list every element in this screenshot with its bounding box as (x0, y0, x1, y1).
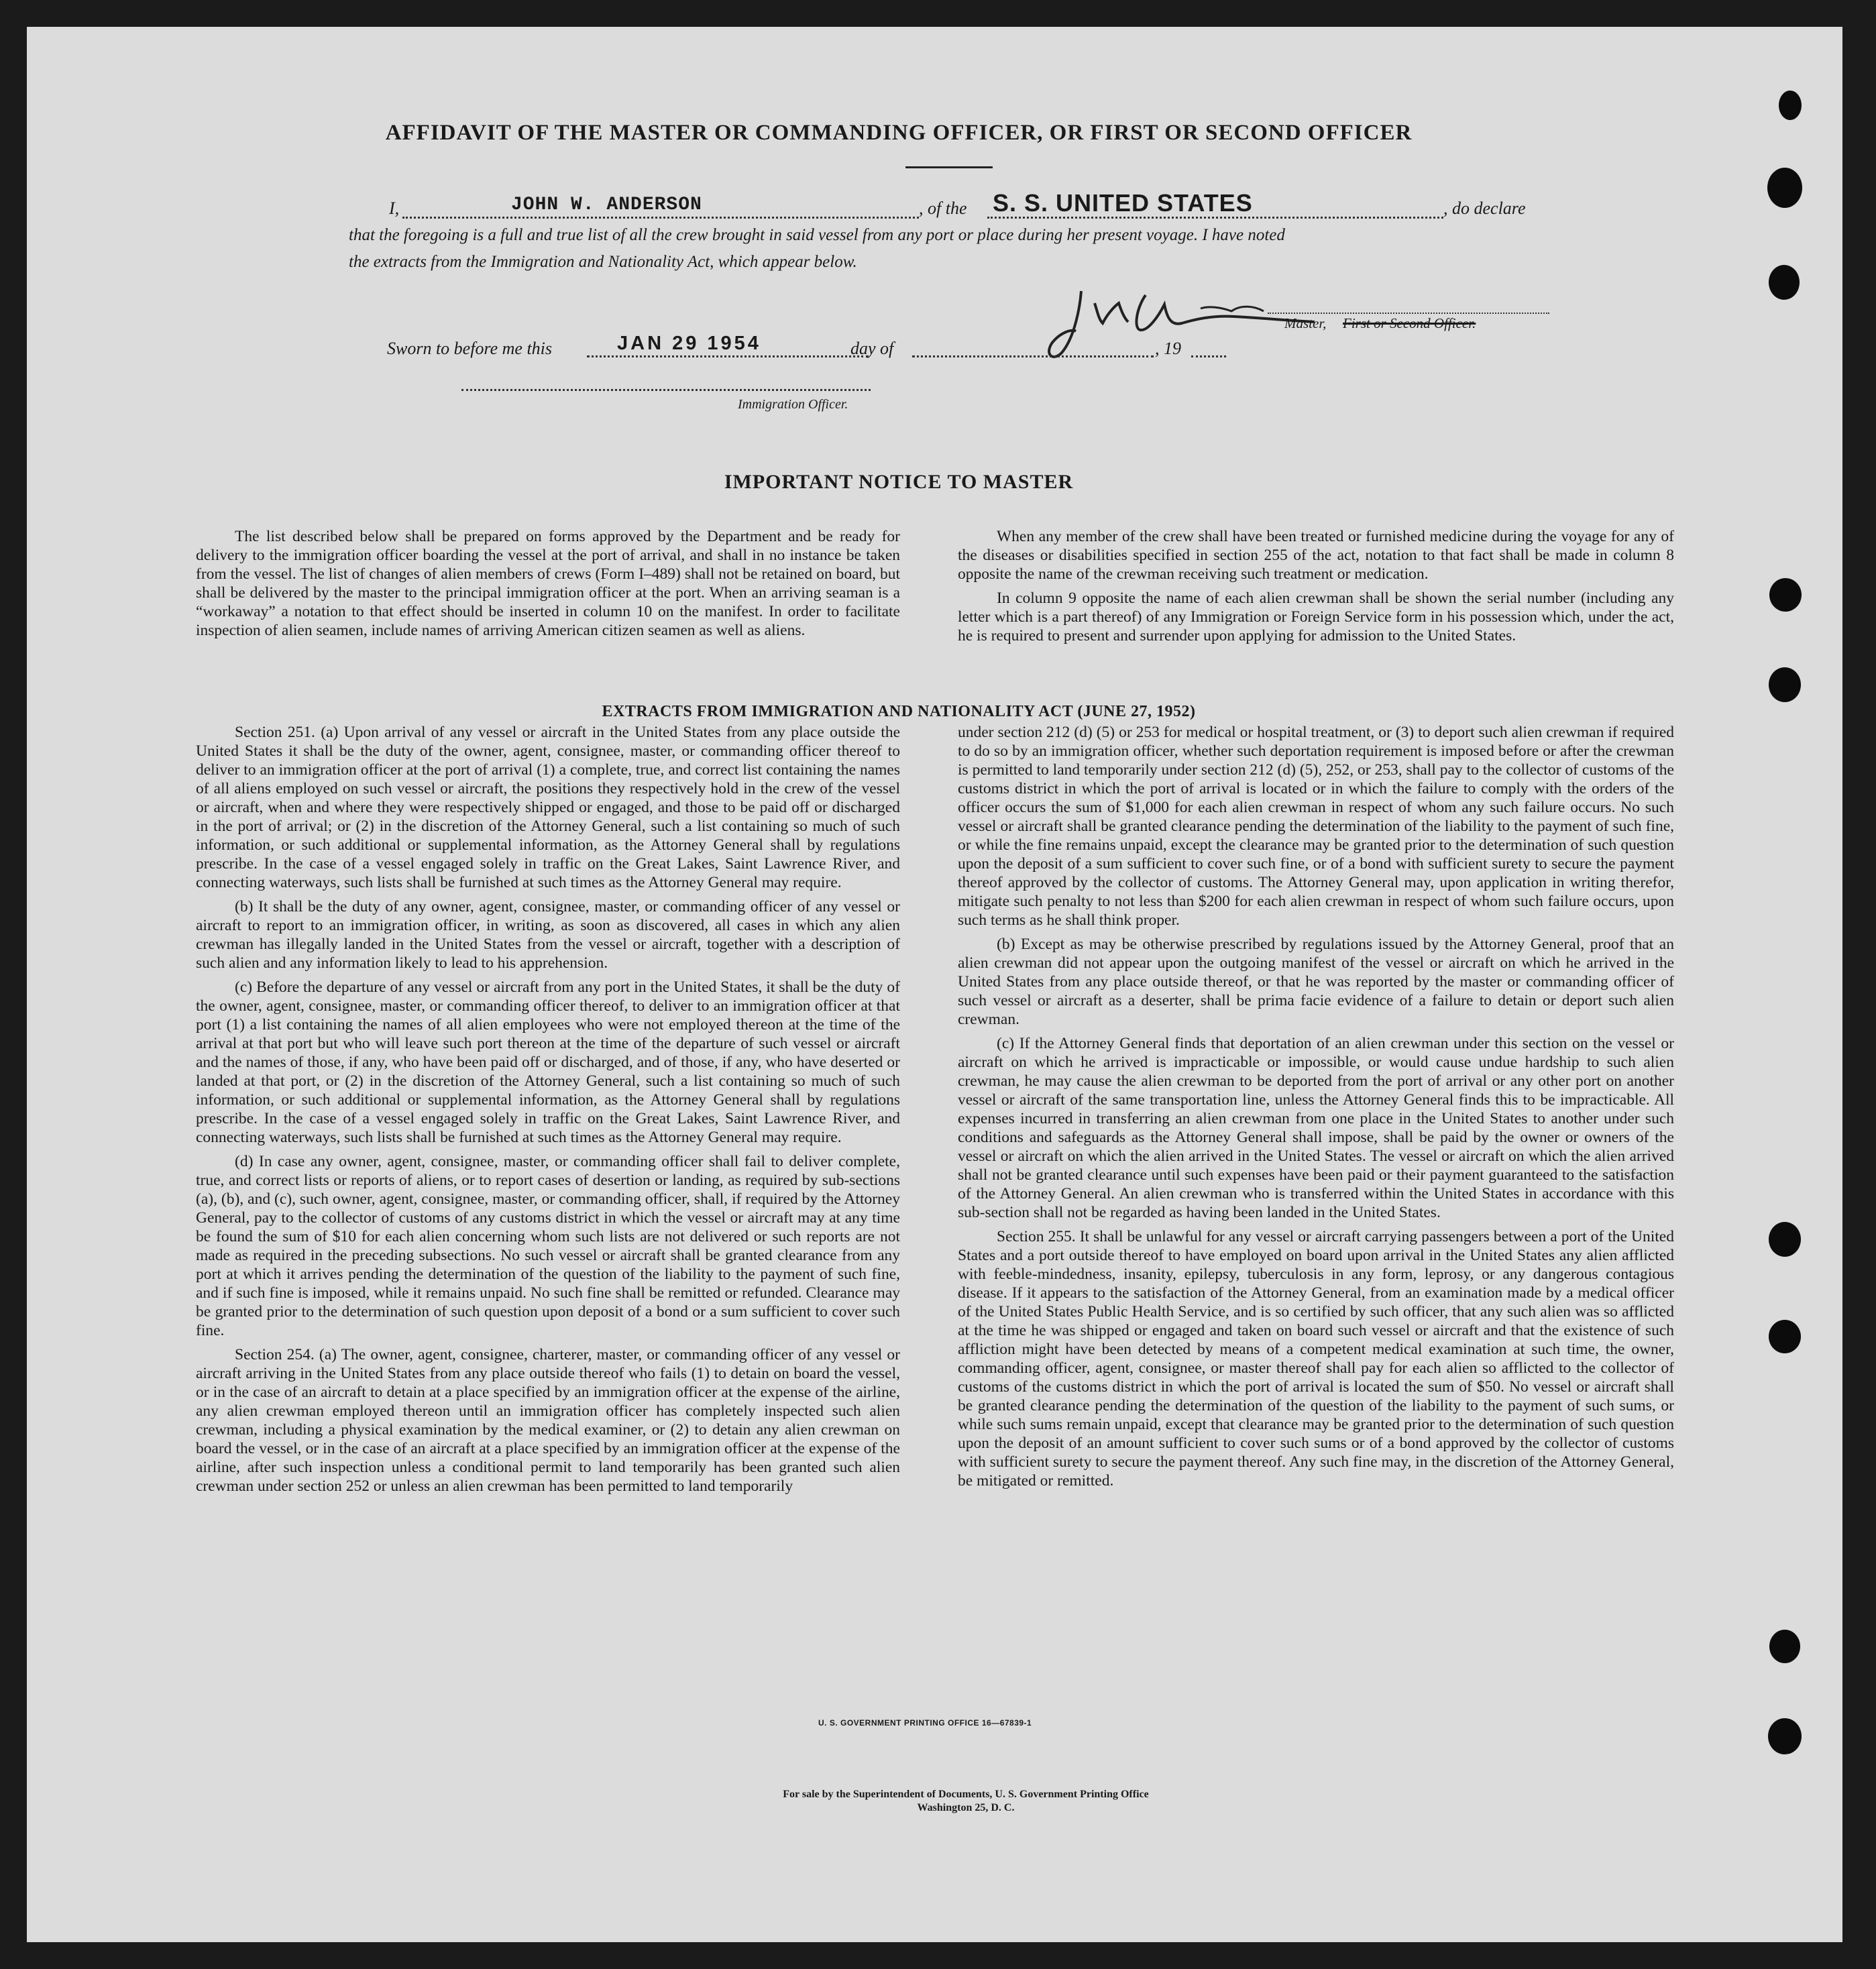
section-paragraph: (b) Except as may be otherwise prescribed by regulations issued by the Attorney General, proof that an alien crewman did not appear upon the outgoing manifest of the vessel or aircraft on which he arrived in the United States from any place outside thereof, or that he was reported by the master or commanding officer of such vessel or aircraft as a deserter, shall be prima facie evidence of a failure to detain or deport such alien crewman. (958, 936, 1674, 1028)
notice-right-column (958, 527, 1674, 651)
section-paragraph: (b) It shall be the duty of any owner, agent, consignee, master, or commanding officer of any vessel or aircraft to report to an immigration officer, in writing, as soon as discovered, all cases in which any alien crewman has illegally landed in the United States from the vessel or aircraft, together with a description of such alien and any information likely to lead to his apprehension. (196, 898, 900, 972)
binder-hole (1769, 1630, 1800, 1663)
declaration-line2: that the foregoing is a full and true list of all the crew brought in said vessel from any port or place during her present voyage. I have noted (349, 226, 1285, 244)
notice-paragraph: In column 9 opposite the name of each alien crewman shall be shown the serial number (including any letter which is a part thereof) of any Immigration or Foreign Service form in his possession which, under the act, he is required to present and surrender upon applying for admission to the United States. (958, 589, 1674, 644)
binder-hole (1769, 578, 1802, 612)
master-name: JOHN W. ANDERSON (511, 194, 702, 215)
binder-hole (1769, 265, 1800, 300)
extracts-right-column (958, 723, 1674, 1496)
year-prefix: , 19 (1155, 339, 1181, 358)
binder-hole (1769, 1222, 1801, 1257)
signature-line (1268, 313, 1549, 314)
affidavit-title: AFFIDAVIT OF THE MASTER OR COMMANDING OFFICER, OR FIRST OR SECOND OFFICER (385, 121, 1413, 145)
do-declare-text: , do declare (1443, 199, 1526, 218)
title-rule (905, 166, 993, 168)
month-dotted-line (912, 355, 1154, 357)
immigration-officer-label: Immigration Officer. (738, 397, 848, 412)
for-sale-line2: Washington 25, D. C. (917, 1802, 1015, 1813)
section-paragraph: (c) If the Attorney General finds that deportation of an alien crewman under this section on the vessel or aircraft on which he arrived is impracticable or impossible, or would cause undue hardship to such alien crewman, he may cause the alien crewman to be deported from the port of arrival or any other port on another vessel or aircraft of the same transportation line, unless the Attorney General finds this to be impracticable. All expenses incurred in transferring an alien crewman from one place in the United States to another under such conditions and safeguards as the Attorney General shall impose, shall be paid by the owner or owners of the vessel or aircraft on which the alien arrived in the United States. The vessel or aircraft on which the alien arrived shall not be granted clearance until such expenses have been paid or their payment guaranteed to the satisfaction of the Attorney General. An alien crewman who is transferred within the United States in accordance with this sub-section shall not be regarded as having been landed in the United States. (958, 1035, 1674, 1221)
notice-paragraph: The list described below shall be prepared on forms approved by the Department and be ready for delivery to the immigration officer boarding the vessel at the port of arrival, and shall in no instance be taken from the vessel. The list of changes of alien members of crews (Form I–489) shall not be retained on board, but shall be delivered by the master to the principal immigration officer at the port. When an arriving seaman is a “workaway” a notation to that effect should be inserted in column 10 on the manifest. In order to facilitate inspection of alien seamen, include names of arriving American citizen seamen as well as aliens. (196, 528, 900, 639)
of-the-text: , of the (919, 199, 967, 218)
sworn-date-dotted-line (587, 355, 869, 357)
notice-left-column (196, 527, 900, 645)
immigration-officer-line (461, 389, 871, 391)
binder-hole (1769, 1320, 1801, 1353)
binder-hole (1768, 1718, 1802, 1754)
struck-officer-label: First or Second Officer. (1343, 315, 1476, 331)
section-paragraph: (c) Before the departure of any vessel or aircraft from any port in the United States, it shall be the duty of the owner, agent, consignee, master, or commanding officer thereof, to deliver to an immigration officer at that port (1) a list containing the names of all alien employees who were not employed thereon at the time of the arrival at that port but who will leave such port thereon at the time of the departure of such vessel or aircraft and the names of those, if any, who have been paid off or discharged, and of those, if any, who have deserted or landed at that port, or (2) in the discretion of the Attorney General, such a list containing so much of such information, or such additional or supplemental information, as the Attorney General shall by regulations prescribe. In the case of a vessel engaged solely in traffic on the Great Lakes, Saint Lawrence River, and connecting waterways, such lists shall be furnished at such times as the Attorney General may require. (196, 978, 900, 1146)
year-dotted-line (1191, 355, 1226, 357)
for-sale-line1: For sale by the Superintendent of Documents, U. S. Government Printing Office (783, 1789, 1149, 1800)
section-paragraph: Section 255. It shall be unlawful for any vessel or aircraft carrying passengers between a port of the United States and a port outside thereof to have employed on board upon arrival in the United States any alien afflicted with feeble-mindedness, insanity, epilepsy, tuberculosis in any form, leprosy, or any dangerous contagious disease. If it appears to the satisfaction of the Attorney General, from an examination made by a medical officer of the United States Public Health Service, and is so certified by such officer, that any such alien was so afflicted at the time he was shipped or engaged and taken on board such vessel or aircraft and that the existence of such affliction might have been detected by means of a competent medical examination at such time, the owner, commanding officer, agent, consignee, or master thereof shall pay for each alien so afflicted to the collector of customs of the customs district in which the port of arrival is located the sum of $50. No vessel or aircraft shall be granted clearance pending the determination of the question of the liability to the payment of such sums, or while such sums remain unpaid, except that clearance may be granted prior to the determination of such question upon the deposit of an amount sufficient to cover such sums or of a bond approved by the collector of customs with sufficient surety to secure the payment thereof. Any such fine may, in the discretion of the Attorney General, be mitigated or remitted. (958, 1228, 1674, 1489)
section-paragraph: Section 251. (a) Upon arrival of any vessel or aircraft in the United States from any place outside the United States it shall be the duty of the owner, agent, consignee, master, or commanding officer thereof to deliver to an immigration officer at the port of arrival (1) a complete, true, and correct list containing the names of all aliens employed on such vessel or aircraft, the positions they respectively hold in the crew of the vessel or aircraft, when and where they were respectively shipped or engaged, and those to be paid off or discharged in the port of arrival; or (2) in the discretion of the Attorney General, such a list containing so much of such information, or such additional or supplemental information, as the Attorney General shall by regulations prescribe. In the case of a vessel engaged solely in traffic on the Great Lakes, Saint Lawrence River, and connecting waterways, such lists shall be furnished at such times as the Attorney General may require. (196, 724, 900, 891)
extracts-title: EXTRACTS FROM IMMIGRATION AND NATIONALITY ACT (JUNE 27, 1952) (602, 703, 1196, 720)
sworn-prefix: Sworn to before me this (387, 339, 553, 358)
vessel-name: S. S. UNITED STATES (993, 189, 1253, 217)
master-label: Master, (1284, 315, 1327, 331)
document-page (27, 27, 1842, 1942)
binder-hole (1769, 667, 1801, 702)
section-paragraph: (d) In case any owner, agent, consignee, master, or commanding officer shall fail to deliver complete, true, and correct lists or reports of aliens, or to report cases of desertion or landing, as required by sub-sections (a), (b), and (c), such owner, agent, consignee, master, or commanding officer, shall, if required by the Attorney General, pay to the collector of customs of any customs district in which the vessel or aircraft may at any time be found the sum of $10 for each alien concerning whom such lists are not delivered or such reports are not made as required in the preceding subsections. No such vessel or aircraft shall be granted clearance from any port at which it arrives pending the determination of the question of the liability to the payment of such fine, and if such fine is imposed, while it remains unpaid. No such fine shall be remitted or refunded. Clearance may be granted prior to the determination of such question upon deposit of a bond or a sum sufficient to cover such fine. (196, 1153, 900, 1339)
notice-paragraph: When any member of the crew shall have been treated or furnished medicine during the voyage for any of the diseases or disabilities specified in section 255 of the act, notation to that fact shall be made in column 8 opposite the name of the crewman receiving such treatment or medication. (958, 528, 1674, 583)
name-dotted-line (402, 217, 919, 219)
binder-hole (1779, 91, 1802, 120)
declaration-line3: the extracts from the Immigration and Nationality Act, which appear below. (349, 253, 857, 271)
notice-title: IMPORTANT NOTICE TO MASTER (724, 471, 1074, 493)
binder-hole (1767, 168, 1802, 208)
day-of-text: day of (850, 339, 894, 358)
for-sale-notice (496, 1788, 1435, 1815)
section-paragraph: Section 254. (a) The owner, agent, consignee, charterer, master, or commanding officer of any vessel or aircraft arriving in the United States from any place outside thereof who fails (1) to detain on board the vessel, or in the case of an aircraft to detain at a place specified by an immigration officer at the expense of the airline, any alien crewman employed thereon until an immigration officer has completely inspected such alien crewman, including a physical examination by the medical examiner, or (2) to detain any alien crewman on board the vessel, or in the case of an aircraft at a place specified by an immigration officer at the expense of the airline, after such inspection unless a conditional permit to land temporarily has been granted such alien crewman under section 252 or unless an alien crewman has been permitted to land temporarily (196, 1346, 900, 1495)
line1-prefix: I, (389, 199, 400, 218)
gpo-code: U. S. GOVERNMENT PRINTING OFFICE 16—67839-1 (818, 1718, 1032, 1728)
section-paragraph-continued: under section 212 (d) (5) or 253 for medical or hospital treatment, or (3) to deport such alien crewman if required to do so by an immigration officer, whether such deportation requirement is imposed before or after the crewman is permitted to land temporarily under section 212 (d) (5), 252, or 253, shall pay to the collector of customs of the customs district in which the port of arrival is located or in which the failure to comply with the orders of the officer occurs the sum of $1,000 for each alien crewman in respect of whom any such failure occurs. No such vessel or aircraft shall be granted clearance pending the determination of the liability to the payment of such fine, or while the fine remains unpaid, except the clearance may be granted prior to the determination of such question upon the deposit of a sum sufficient to cover such fine, or of a bond with sufficient surety to secure the payment thereof approved by the collector of customs. The Attorney General may, upon application in writing therefor, mitigate such penalty to not less than $200 for each alien crewman in respect of whom such failure occurs, upon such terms as he shall think proper. (958, 724, 1674, 929)
extracts-left-column (196, 723, 900, 1496)
sworn-date-stamp: JAN 29 1954 (617, 333, 761, 354)
